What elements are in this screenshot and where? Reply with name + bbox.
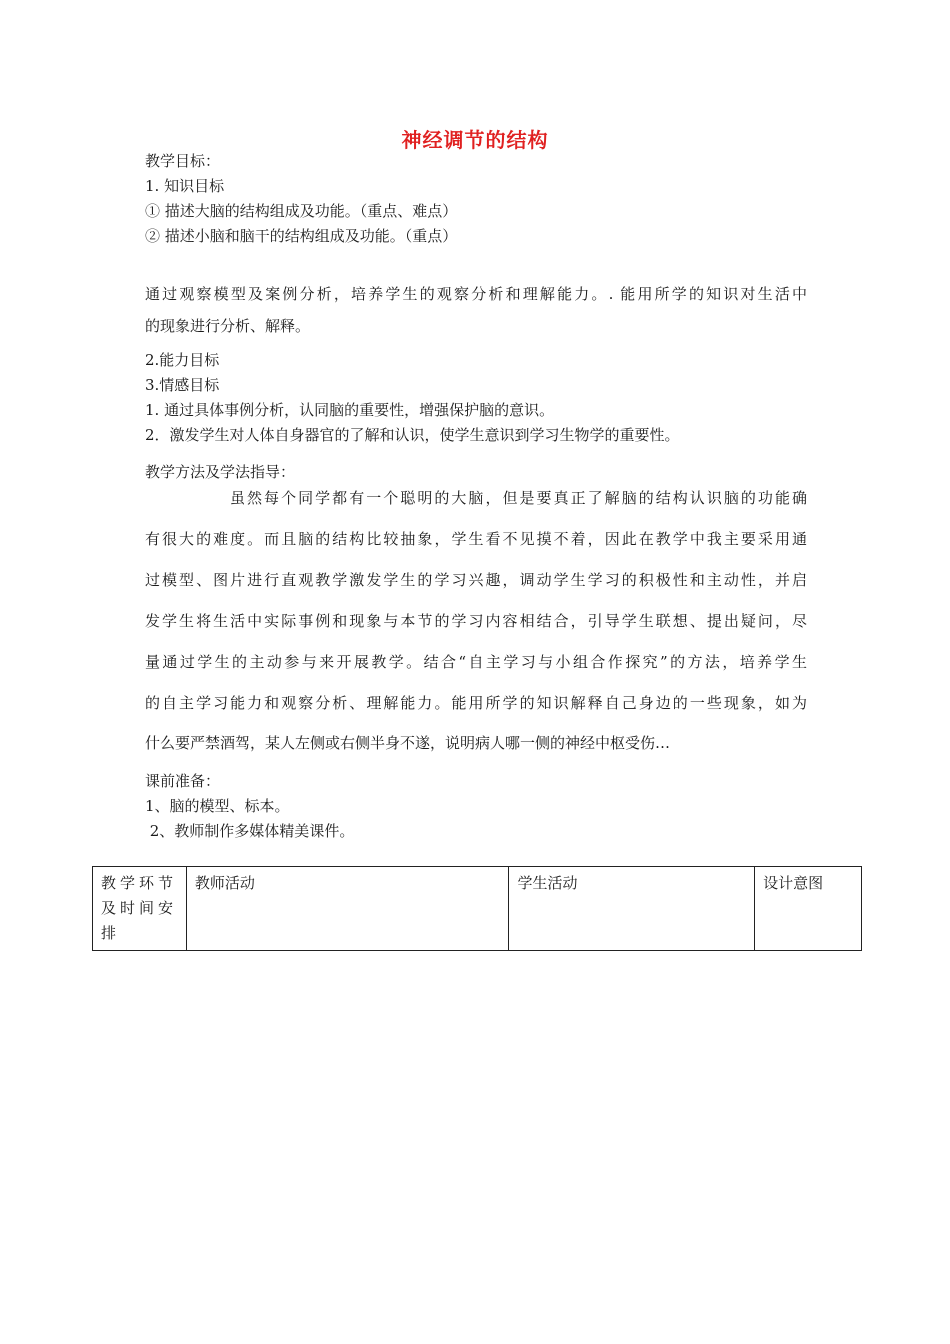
knowledge-item: ① 描述大脑的结构组成及功能。（重点、难点） — [145, 202, 458, 220]
preparation-item: 2、教师制作多媒体精美课件。 — [145, 822, 355, 840]
ability-heading: 2.能力目标 — [145, 351, 220, 369]
preparation-heading: 课前准备： — [145, 772, 221, 790]
knowledge-item: ② 描述小脑和脑干的结构组成及功能。（重点） — [145, 227, 458, 245]
header-student-activity: 学生活动 — [509, 867, 755, 951]
emotion-item: 1. 通过具体事例分析，认同脑的重要性，增强保护脑的意识。 — [145, 401, 555, 419]
methods-line: 什么要严禁酒驾，某人左侧或右侧半身不遂，说明病人哪一侧的神经中枢受伤… — [145, 734, 671, 752]
knowledge-heading: 1. 知识目标 — [145, 177, 225, 195]
methods-line: 虽然每个同学都有一个聪明的大脑，但是要真正了解脑的结构认识脑的功能确 — [230, 489, 807, 507]
table-header-row — [93, 867, 862, 951]
header-design-intent: 设计意图 — [755, 867, 862, 951]
methods-line: 量通过学生的主动参与来开展教学。结合“自主学习与小组合作探究”的方法，培养学生 — [145, 653, 807, 671]
emotion-item: 2．激发学生对人体自身器官的了解和认识，使学生意识到学习生物学的重要性。 — [145, 426, 680, 444]
header-teacher-activity: 教师活动 — [186, 867, 509, 951]
lesson-plan-table — [92, 866, 862, 951]
observation-line: 的现象进行分析、解释。 — [145, 317, 311, 335]
methods-line: 有很大的难度。而且脑的结构比较抽象，学生看不见摸不着，因此在教学中我主要采用通 — [145, 530, 807, 548]
preparation-item: 1、脑的模型、标本。 — [145, 797, 290, 815]
emotion-heading: 3.情感目标 — [145, 376, 220, 394]
methods-line: 过模型、图片进行直观教学激发学生的学习兴趣，调动学生学习的积极性和主动性，并启 — [145, 571, 807, 589]
methods-line: 发学生将生活中实际事例和现象与本节的学习内容相结合，引导学生联想、提出疑问，尽 — [145, 612, 807, 630]
methods-heading: 教学方法及学法指导： — [145, 463, 296, 481]
methods-line: 的自主学习能力和观察分析、理解能力。能用所学的知识解释自己身边的一些现象，如为 — [145, 694, 807, 712]
observation-line: 通过观察模型及案例分析，培养学生的观察分析和理解能力。. 能用所学的知识对生活中 — [145, 285, 807, 303]
header-stage-time: 教学环节及时间安排 — [93, 867, 187, 951]
document-title: 神经调节的结构 — [401, 128, 549, 152]
objectives-heading: 教学目标： — [145, 152, 221, 170]
